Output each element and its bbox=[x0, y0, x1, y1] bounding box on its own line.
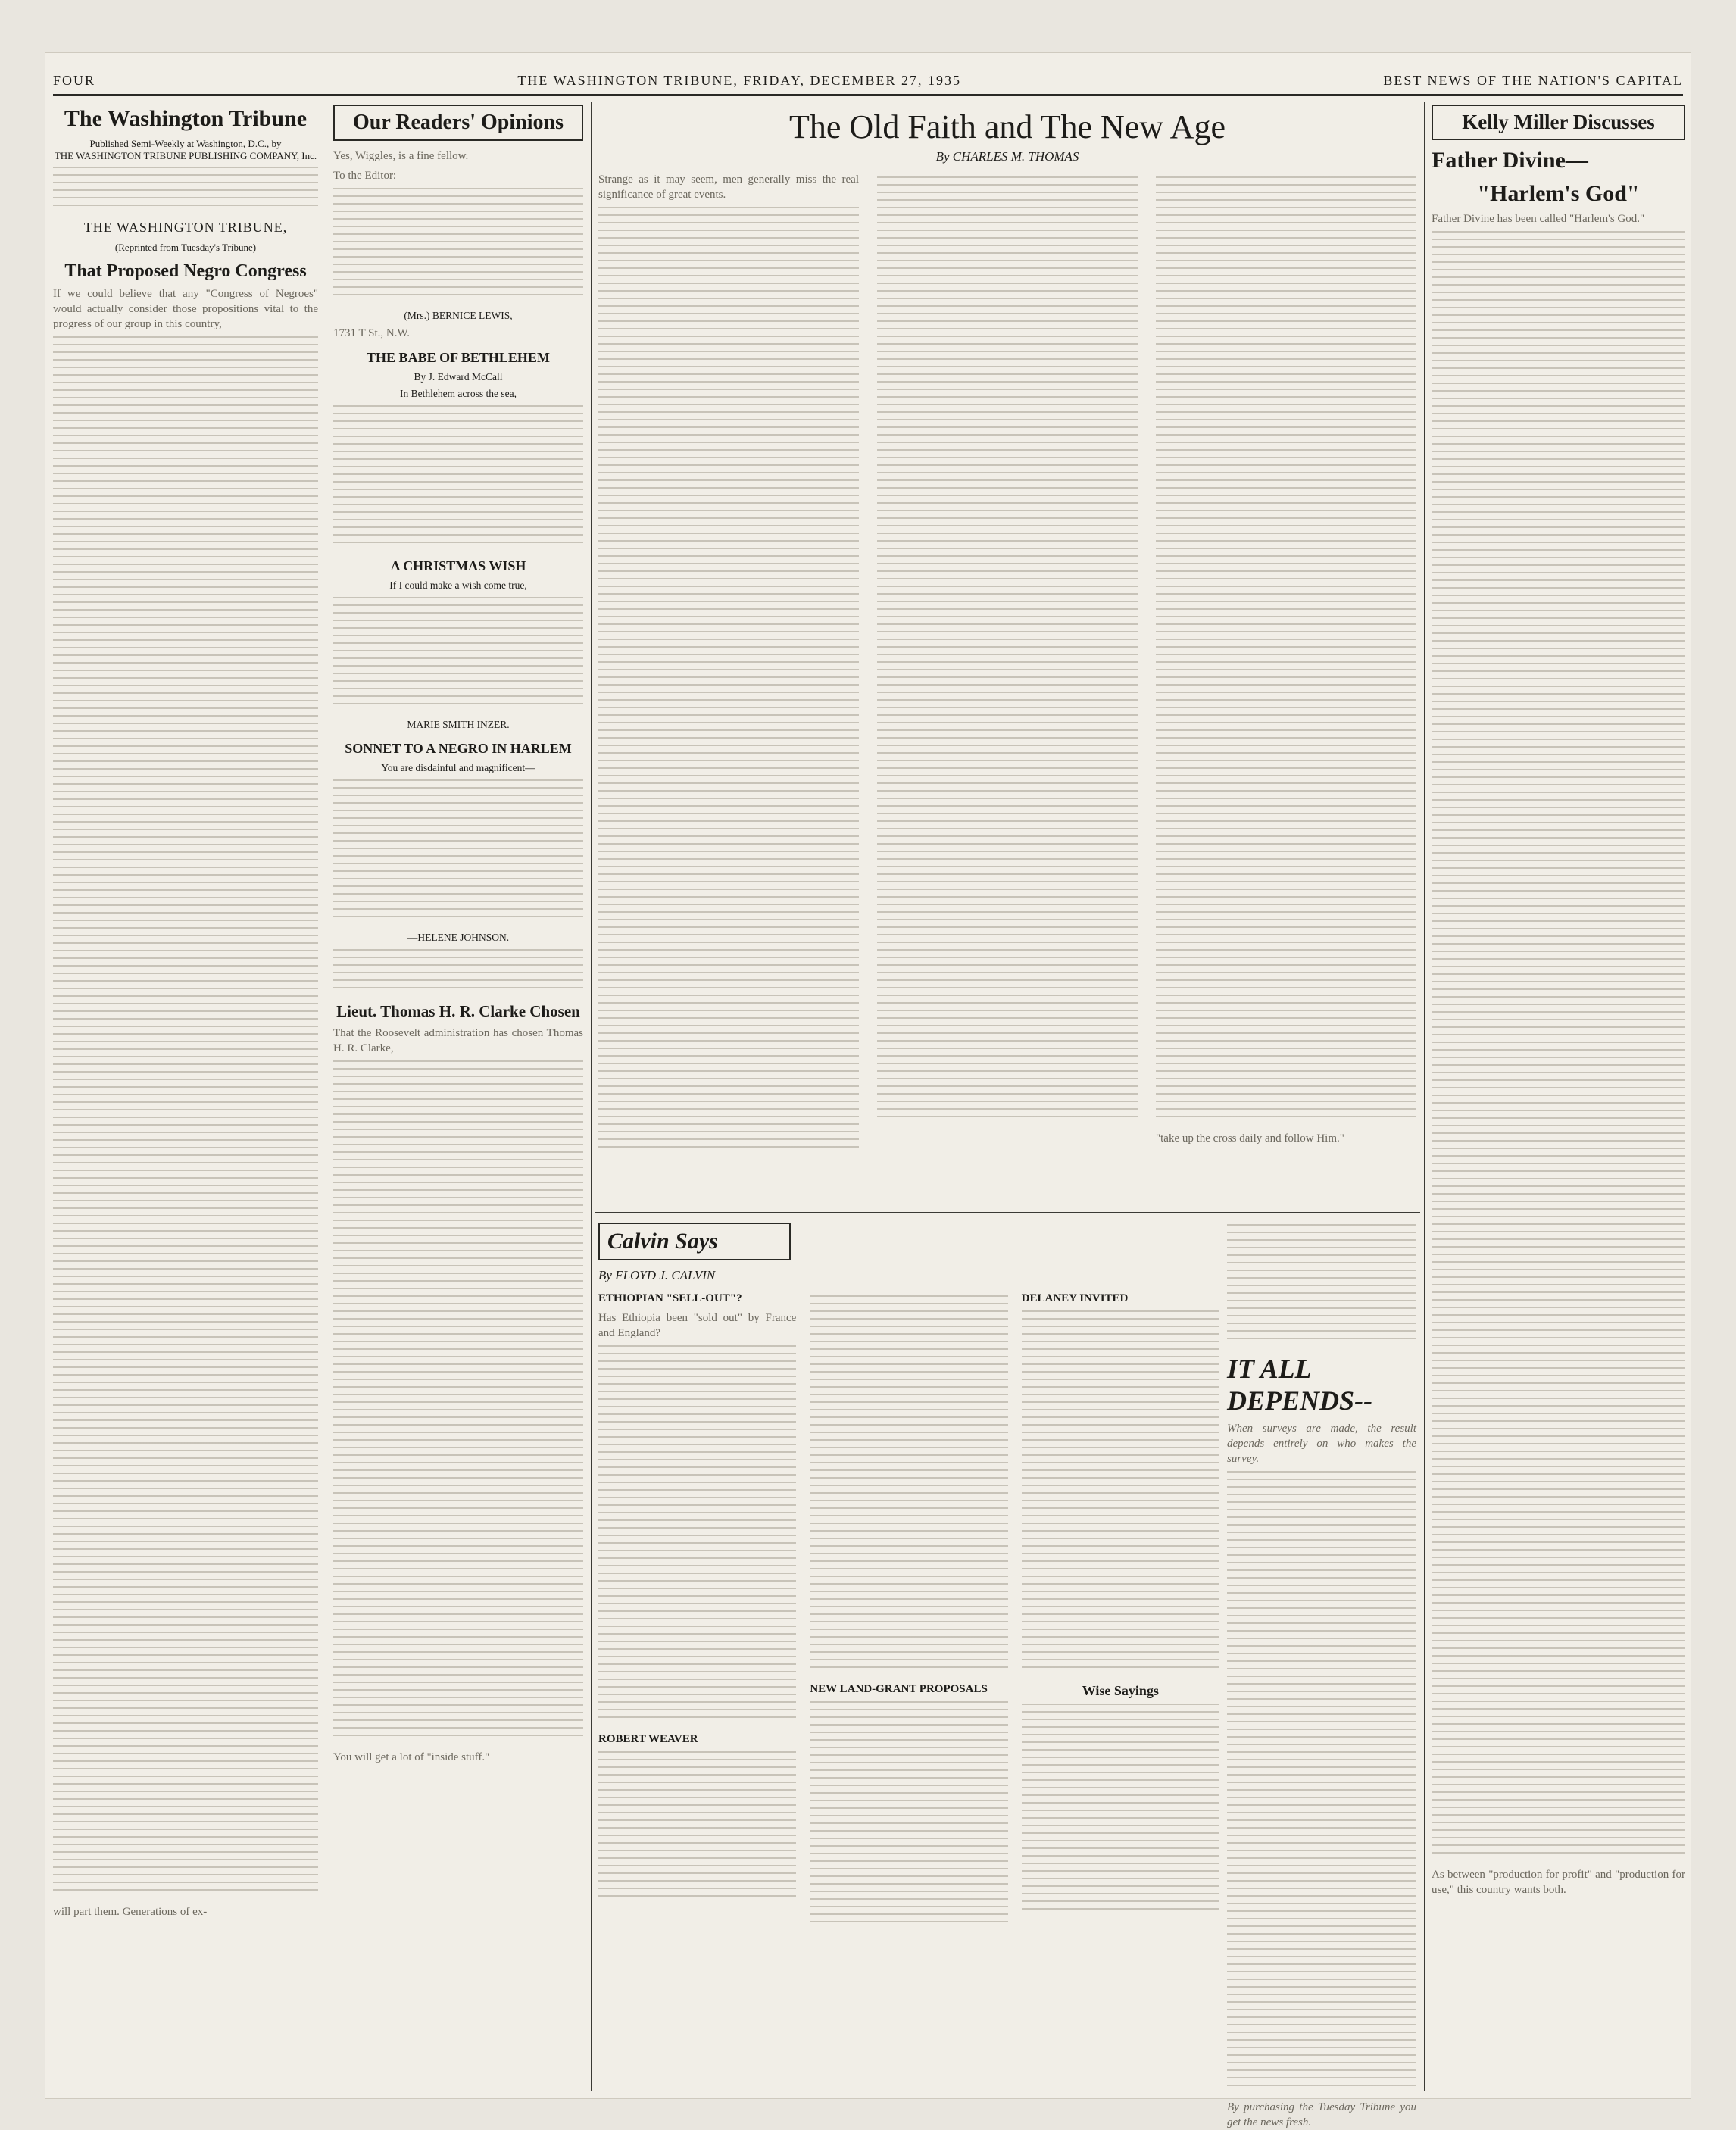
paper-slogan: BEST NEWS OF THE NATION'S CAPITAL bbox=[1383, 72, 1683, 88]
depends-start: When surveys are made, the result depends entirely on who makes the survey. bbox=[1227, 1423, 1416, 1465]
reprint-note: (Reprinted from Tuesday's Tribune) bbox=[114, 242, 257, 253]
calvin-sub4: DELANEY INVITED bbox=[1021, 1292, 1129, 1304]
column-calvin bbox=[598, 1220, 1219, 2091]
masthead-title: The Washington Tribune bbox=[64, 106, 308, 131]
poem2-title: A CHRISTMAS WISH bbox=[390, 558, 526, 573]
letter-sign: (Mrs.) BERNICE LEWIS, bbox=[404, 310, 513, 321]
kelly-headline-1: Father Divine— bbox=[1432, 148, 1588, 173]
column-feature bbox=[598, 102, 1416, 1207]
depends-title: IT ALL DEPENDS-- bbox=[1227, 1354, 1373, 1416]
calvin-sub3: NEW LAND-GRANT PROPOSALS bbox=[810, 1683, 988, 1695]
editorial-start: If we could believe that any "Congress of Negroes" would actually consider those propositions vital to the progress of our group in this country, bbox=[53, 288, 318, 330]
letter-addr: 1731 T St., N.W. bbox=[333, 327, 410, 339]
kelly-start: Father Divine has been called "Harlem's God." bbox=[1432, 213, 1645, 225]
poem1-by: By J. Edward McCall bbox=[414, 371, 503, 383]
newspaper-page bbox=[45, 53, 1691, 2128]
depends-end: By purchasing the Tuesday Tribune you get the news fresh. bbox=[1227, 2101, 1416, 2128]
calvin-title: Calvin Says bbox=[607, 1229, 718, 1254]
calvin-sub2: ROBERT WEAVER bbox=[598, 1733, 698, 1745]
column-kelly-miller bbox=[1432, 102, 1685, 2091]
calvin-byline: By FLOYD J. CALVIN bbox=[598, 1268, 716, 1282]
column-opinions bbox=[333, 102, 583, 2091]
poem2-sign: MARIE SMITH INZER. bbox=[407, 719, 510, 730]
poem2-start: If I could make a wish come true, bbox=[389, 579, 527, 591]
poem1-title: THE BABE OF BETHLEHEM bbox=[367, 350, 550, 365]
kelly-title: Kelly Miller Discusses bbox=[1462, 111, 1655, 133]
calvin-sub5: Wise Sayings bbox=[1082, 1683, 1159, 1698]
clarke-start: That the Roosevelt administration has chosen Thomas H. R. Clarke, bbox=[333, 1027, 583, 1054]
feature-title: The Old Faith and The New Age bbox=[789, 108, 1226, 145]
feature-end: "take up the cross daily and follow Him." bbox=[1156, 1132, 1344, 1145]
paper-dateline: THE WASHINGTON TRIBUNE, FRIDAY, DECEMBER 27, 1935 bbox=[517, 72, 961, 88]
kelly-box bbox=[1432, 105, 1685, 140]
poem3-sign: —HELENE JOHNSON. bbox=[407, 932, 510, 943]
feature-start: Strange as it may seem, men generally miss the real significance of great events. bbox=[598, 173, 859, 201]
poem1-start: In Bethlehem across the sea, bbox=[399, 388, 517, 399]
letter-to: To the Editor: bbox=[333, 170, 397, 182]
poem3-start: You are disdainful and magnificent— bbox=[381, 762, 535, 773]
page-number: FOUR bbox=[53, 72, 96, 88]
calvin-sub1: ETHIOPIAN "SELL-OUT"? bbox=[598, 1292, 742, 1304]
opinions-box bbox=[333, 105, 583, 141]
masthead-section: THE WASHINGTON TRIBUNE, bbox=[83, 220, 288, 235]
page-folio bbox=[53, 67, 1683, 96]
editorial-end: will part them. Generations of ex- bbox=[53, 1906, 208, 1918]
clarke-end: You will get a lot of "inside stuff." bbox=[333, 1751, 490, 1763]
letter-head: Yes, Wiggles, is a fine fellow. bbox=[333, 150, 469, 162]
column-editorial bbox=[53, 102, 318, 2091]
column-depends bbox=[1227, 1220, 1416, 2128]
kelly-end: As between "production for profit" and "production for use," this country wants both. bbox=[1432, 1869, 1685, 1896]
editorial-headline: That Proposed Negro Congress bbox=[64, 261, 307, 281]
feature-byline: By CHARLES M. THOMAS bbox=[935, 149, 1079, 164]
masthead-line-1: Published Semi-Weekly at Washington, D.C., by bbox=[89, 138, 282, 149]
opinions-title: Our Readers' Opinions bbox=[353, 111, 564, 134]
poem3-title: SONNET TO A NEGRO IN HARLEM bbox=[345, 741, 572, 756]
calvin-sub1-start: Has Ethiopia been "sold out" by France and England? bbox=[598, 1312, 797, 1339]
masthead-line-2: THE WASHINGTON TRIBUNE PUBLISHING COMPANY, Inc. bbox=[54, 150, 317, 161]
kelly-headline-2: "Harlem's God" bbox=[1477, 181, 1640, 206]
calvin-box bbox=[598, 1223, 791, 1260]
clarke-headline: Lieut. Thomas H. R. Clarke Chosen bbox=[336, 1002, 580, 1020]
